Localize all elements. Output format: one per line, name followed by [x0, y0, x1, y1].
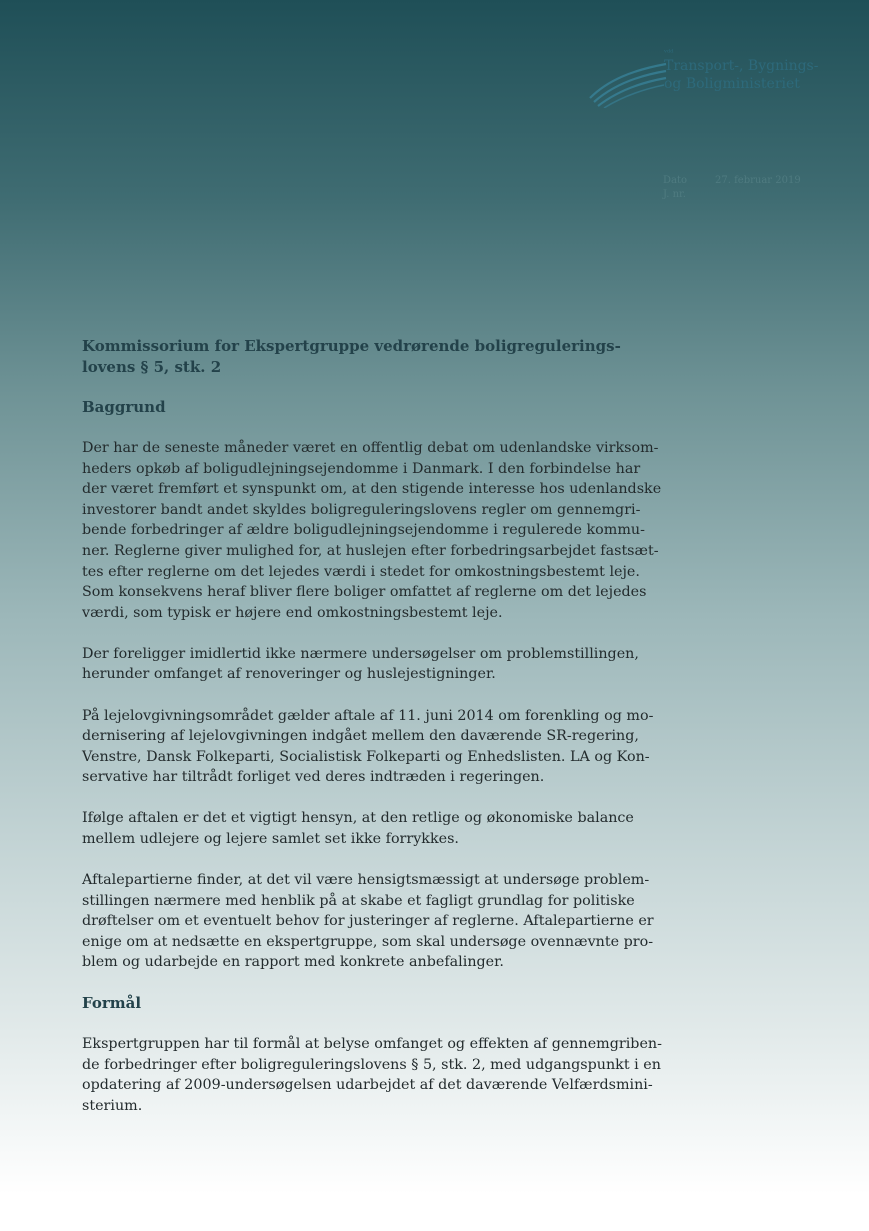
paragraph-line: Ekspertgruppen har til formål at belyse omfanget og effekten af gennemgriben-	[82, 1036, 662, 1053]
paragraph-line: Som konsekvens heraf bliver flere boliger omfattet af reglerne om det lejedes	[82, 584, 647, 601]
paragraph-line: sterium.	[82, 1097, 143, 1114]
paragraph-line: mellem udlejere og lejere samlet set ikke forrykkes.	[82, 831, 459, 847]
paragraph	[82, 438, 662, 623]
document-title	[82, 336, 642, 377]
ministry-logo-icon	[588, 58, 668, 108]
document-title-line: lovens § 5, stk. 2	[82, 357, 222, 376]
paragraph-line: dernisering af lejelovgivningen indgået mellem den daværende SR-regering,	[82, 728, 639, 745]
paragraph-line: tes efter reglerne om det lejedes værdi i stedet for omkostningsbestemt leje.	[82, 563, 640, 580]
paragraph-line: de forbedringer efter boligreguleringslovens § 5, stk. 2, med udgangspunkt i en	[82, 1056, 661, 1073]
paragraph-line: værdi, som typisk er højere end omkostningsbestemt leje.	[82, 604, 503, 621]
paragraph-line: På lejelovgivningsområdet gælder aftale af 11. juni 2014 om forenkling og mo-	[82, 707, 654, 724]
paragraph	[82, 870, 654, 973]
journal-row	[663, 188, 801, 202]
paragraph	[82, 808, 642, 849]
logo-small-text: ᵛᵈᵈ	[664, 48, 674, 57]
paragraph-line: Aftalepartierne finder, at det vil være hensigtsmæssigt at undersøge problem-	[82, 872, 650, 889]
paragraph-line: der været fremført et synspunkt om, at den stigende interesse hos udenlandske	[82, 481, 662, 498]
paragraph-line: enige om at nedsætte en ekspertgruppe, som skal undersøge ovennævnte pro-	[82, 933, 654, 950]
paragraph-line: Der foreligger imidlertid ikke nærmere undersøgelser om problemstillingen,	[82, 645, 639, 662]
ministry-name-line-1: Transport-, Bygnings-	[664, 58, 819, 74]
section-heading-background: Baggrund	[82, 398, 166, 416]
paragraph-line: bende forbedringer af ældre boligudlejningsejendomme i regulerede kommu-	[82, 522, 645, 539]
date-value: 27. februar 2019	[715, 175, 801, 186]
paragraph-line: drøftelser om et eventuelt behov for justeringer af reglerne. Aftalepartierne er	[82, 913, 654, 930]
ministry-name-line-2: og Boligministeriet	[664, 76, 800, 92]
paragraph-line: herunder omfanget af renoveringer og huslejestigninger.	[82, 666, 496, 683]
paragraph	[82, 706, 654, 788]
paragraph-line: opdatering af 2009-undersøgelsen udarbejdet af det daværende Velfærdsmini-	[82, 1077, 653, 1094]
date-label: Dato	[663, 175, 688, 186]
paragraph-line: servative har tiltrådt forliget ved deres indtræden i regeringen.	[82, 769, 545, 786]
journal-label: J. nr.	[663, 189, 686, 200]
paragraph-line: ner. Reglerne giver mulighed for, at huslejen efter forbedringsarbejdet fastsæt-	[82, 542, 659, 559]
section-heading-purpose: Formål	[82, 994, 142, 1013]
paragraph-line: heders opkøb af boligudlejningsejendomme i Danmark. I den forbindelse har	[82, 460, 641, 477]
document-title-line: Kommissorium for Ekspertgruppe vedrørende boligregulerings-	[82, 337, 621, 355]
paragraph	[82, 644, 642, 685]
paragraph-line: Der har de seneste måneder været en offentlig debat om udenlandske virksom-	[82, 440, 659, 456]
document-body	[82, 336, 662, 1116]
paragraph-line: Venstre, Dansk Folkeparti, Socialistisk Folkeparti og Enhedslisten. LA og Kon-	[82, 748, 650, 765]
paragraph-line: blem og udarbejde en rapport med konkrete anbefalinger.	[82, 954, 504, 971]
paragraph	[82, 1034, 662, 1116]
ministry-logo	[588, 44, 848, 114]
date-row	[663, 174, 801, 188]
paragraph-line: stillingen nærmere med henblik på at skabe et fagligt grundlag for politiske	[82, 892, 635, 909]
paragraph-line: investorer bandt andet skyldes boligreguleringslovens regler om gennemgri-	[82, 501, 641, 518]
paragraph-line: Ifølge aftalen er det et vigtigt hensyn, at den retlige og økonomiske balance	[82, 810, 634, 827]
document-meta	[663, 174, 801, 202]
ministry-name	[664, 48, 818, 93]
